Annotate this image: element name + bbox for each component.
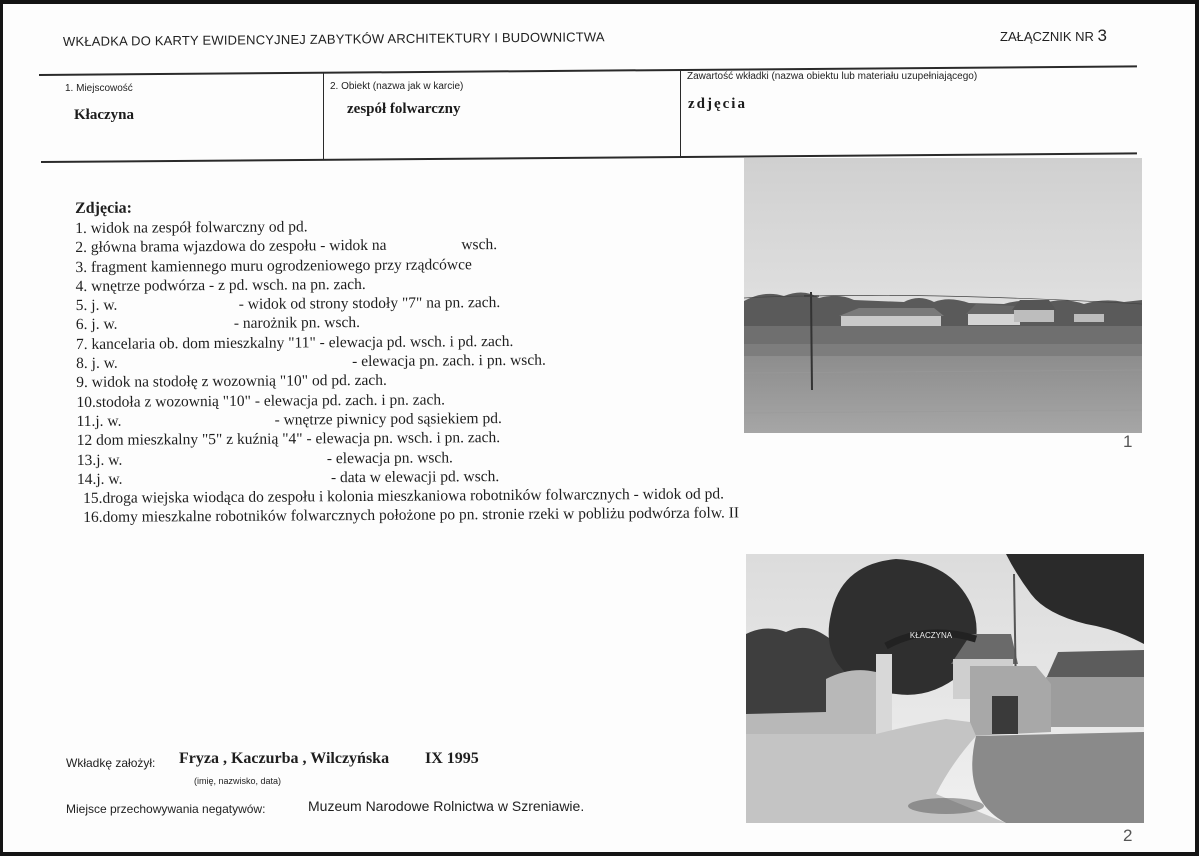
content-label: Zawartość wkładki (nazwa obiektu lub materiału uzupełniającego)	[687, 71, 978, 82]
photo-1-number: 1	[1123, 432, 1133, 451]
locality-label: 1. Miejscowość	[65, 83, 133, 94]
table-divider-1	[323, 72, 324, 159]
photos-list-item-detail: - data w elewacji pd. wsch.	[330, 467, 500, 487]
authors-value: Fryza , Kaczurba , Wilczyńska	[179, 750, 390, 767]
table-divider-2	[680, 70, 681, 157]
photos-list-item-detail: - narożnik pn. wsch.	[233, 314, 361, 333]
author-label: Wkładkę założył:	[66, 756, 156, 770]
photos-list-item-detail: wsch.	[461, 236, 498, 254]
photos-list-item-text: 13.j. w.	[76, 451, 123, 469]
photos-list-item-text: 7. kancelaria ob. dom mieszkalny "11" - elewacja pd. wsch. i pd. zach.	[75, 332, 514, 353]
annex-number: 3	[1097, 26, 1107, 45]
photos-list-item-text: 12 dom mieszkalny "5" z kuźnią "4" - elewacja pn. wsch. i pn. zach.	[76, 429, 501, 450]
object-label: 2. Obiekt (nazwa jak w karcie)	[330, 81, 464, 92]
photos-list-item-text: 15.droga wiejska wiodąca do zespołu i kolonia mieszkaniowa robotników folwarcznych - widok od pd.	[83, 485, 725, 508]
photo-2-number: 2	[1123, 826, 1133, 845]
photo-1-landscape	[744, 158, 1142, 433]
photos-list-item-text: 10.stodoła z wozownią "10" - elewacja pd. zach. i pn. zach.	[76, 391, 446, 411]
photos-list-item-text: 1. widok na zespół folwarczny od pd.	[75, 218, 308, 237]
document-sheet	[3, 4, 1195, 852]
date-value: IX 1995	[425, 750, 479, 767]
authors-sub-label: (imię, nazwisko, data)	[194, 776, 282, 786]
photos-list-item	[83, 504, 739, 528]
photos-list-title: Zdjęcia:	[75, 199, 132, 217]
photos-list-item-detail: - elewacja pn. wsch.	[326, 448, 453, 467]
photos-list-item-text: 16.domy mieszkalne robotników folwarcznych położone po pn. stronie rzeki w pobliżu podwórza folw. II	[83, 504, 740, 527]
annex-label-text: ZAŁĄCZNIK NR	[1000, 29, 1094, 44]
photos-list-item-text: 5. j. w.	[75, 296, 118, 315]
annex-label	[1000, 26, 1107, 46]
photos-list-item-text: 4. wnętrze podwórza - z pd. wsch. na pn. zach.	[75, 275, 366, 295]
photos-list-item-text: 14.j. w.	[76, 470, 123, 488]
photos-list-item-detail: - wnętrze piwnicy pod sąsiekiem pd.	[274, 409, 502, 429]
photos-list-item-detail: - elewacja pn. zach. i pn. wsch.	[352, 351, 546, 371]
content-value: zdjęcia	[688, 96, 747, 112]
gate-arch-text: KŁACZYNA	[909, 631, 953, 640]
photos-list-item-text: 3. fragment kamiennego muru ogrodzeniowego przy rządcówce	[75, 255, 472, 276]
negatives-value: Muzeum Narodowe Rolnictwa w Szreniawie.	[308, 798, 585, 814]
photos-list-item-detail: - widok od strony stodoły "7" na pn. zach.	[238, 294, 501, 314]
photos-list-item-text: 8. j. w.	[76, 354, 118, 373]
photos-list-item-text: 11.j. w.	[76, 412, 122, 430]
photo-2-gate	[746, 554, 1144, 823]
photos-list-item-text: 9. widok na stodołę z wozownią "10" od pd. zach.	[76, 372, 387, 392]
photos-list-item-text: 6. j. w.	[75, 316, 118, 334]
photos-list	[75, 195, 740, 527]
object-value: zespół folwarczny	[347, 101, 461, 117]
document-title: WKŁADKA DO KARTY EWIDENCYJNEJ ZABYTKÓW ARCHITEKTURY I BUDOWNICTWA	[62, 29, 605, 49]
negatives-label: Miejsce przechowywania negatywów:	[66, 802, 266, 816]
locality-value: Kłaczyna	[74, 107, 134, 123]
photos-list-item-text: 2. główna brama wjazdowa do zespołu - widok na	[75, 237, 387, 257]
